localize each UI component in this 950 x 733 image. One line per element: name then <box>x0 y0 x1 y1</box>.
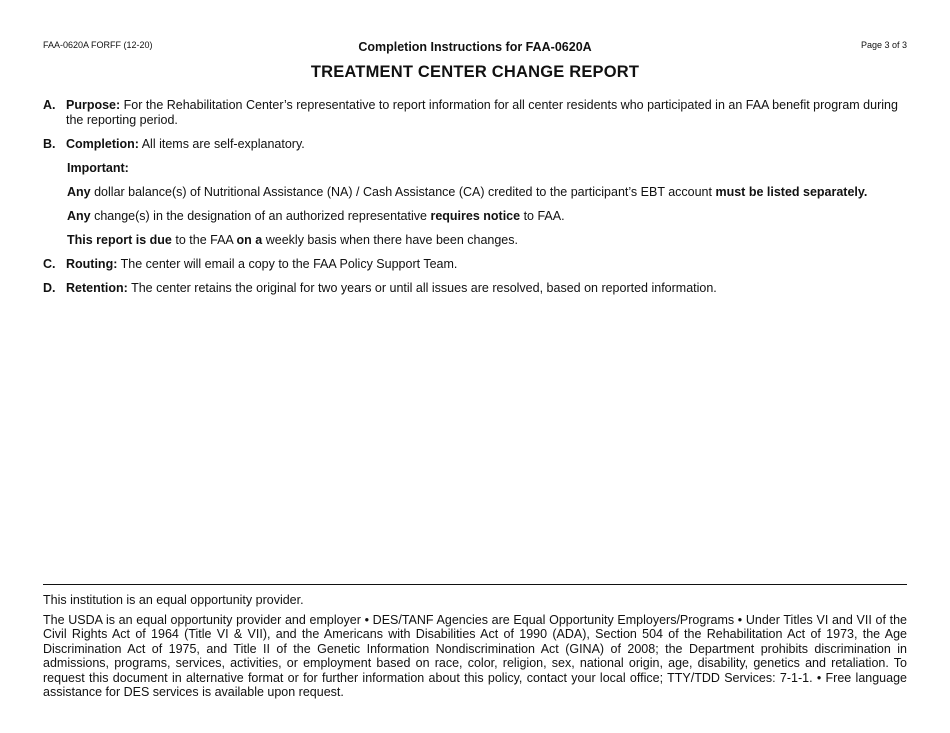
document-subtitle: Completion Instructions for FAA-0620A <box>358 40 592 54</box>
note-text: to the FAA <box>175 233 234 247</box>
item-letter: C. <box>43 257 56 271</box>
footer-divider <box>43 584 907 585</box>
note-emphasis: requires notice <box>430 209 521 223</box>
page-number: Page 3 of 3 <box>860 40 907 50</box>
item-text: All items are self-explanatory. <box>141 137 305 151</box>
important-note-balances <box>67 185 907 200</box>
item-label: Retention: <box>66 281 128 295</box>
important-heading: Important: <box>67 161 129 175</box>
note-tail: weekly basis when there have been changes. <box>265 233 518 247</box>
item-text: The center will email a copy to the FAA Policy Support Team. <box>120 257 458 271</box>
note-tail: to FAA. <box>523 209 565 223</box>
item-label: Purpose: <box>66 98 121 112</box>
note-lead: Any <box>67 209 91 223</box>
note-lead: This report is due <box>67 233 172 247</box>
form-id: FAA-0620A FORFF (12-20) <box>43 40 153 50</box>
item-text: The center retains the original for two years or until all issues are resolved, based on reported information. <box>131 281 717 295</box>
page-title: TREATMENT CENTER CHANGE REPORT <box>310 63 640 81</box>
note-emphasis: on a <box>236 233 263 247</box>
item-text: For the Rehabilitation Center’s representative to report information for all center residents who participated in an FAA benefit program during the reporting period. <box>66 98 898 127</box>
note-text: dollar balance(s) of Nutritional Assistance (NA) / Cash Assistance (CA) credited to the participant’s EBT account <box>94 185 712 199</box>
nondiscrimination-disclaimer: The USDA is an equal opportunity provider and employer • DES/TANF Agencies are Equal Opportunity Employers/Programs • Under Titles VI and VII of the Civil Rights Act of 1964 (Title VI & VII), and the Americans with Disabilities Act of 1990 (ADA), Section 504 of the Rehabilitation Act of 1973, the Age Discrimination Act of 1975, and Title II of the Genetic Information Nondiscrimination Act (GINA) of 2008; the Department prohibits discrimination in admissions, programs, services, activities, or employment based on race, color, religion, sex, national origin, age, disability, genetics and retaliation. To request this document in alternative format or for further information about this policy, contact your local office; TTY/TDD Services: 7-1-1. • Free language assistance for DES services is available upon request. <box>43 613 907 700</box>
important-note-due <box>67 233 907 248</box>
instruction-item-routing <box>43 257 907 272</box>
instruction-item-retention <box>43 281 907 296</box>
instruction-item-completion <box>43 137 907 152</box>
note-emphasis: must be listed separately. <box>715 185 868 199</box>
note-text: change(s) in the designation of an authorized representative <box>94 209 427 223</box>
equal-opportunity-statement: This institution is an equal opportunity provider. <box>43 593 304 607</box>
item-letter: D. <box>43 281 56 295</box>
item-letter: A. <box>43 98 56 112</box>
item-label: Routing: <box>66 257 118 271</box>
note-lead: Any <box>67 185 91 199</box>
item-label: Completion: <box>66 137 139 151</box>
important-note-representative <box>67 209 907 224</box>
item-letter: B. <box>43 137 56 151</box>
instruction-item-purpose <box>43 98 907 128</box>
